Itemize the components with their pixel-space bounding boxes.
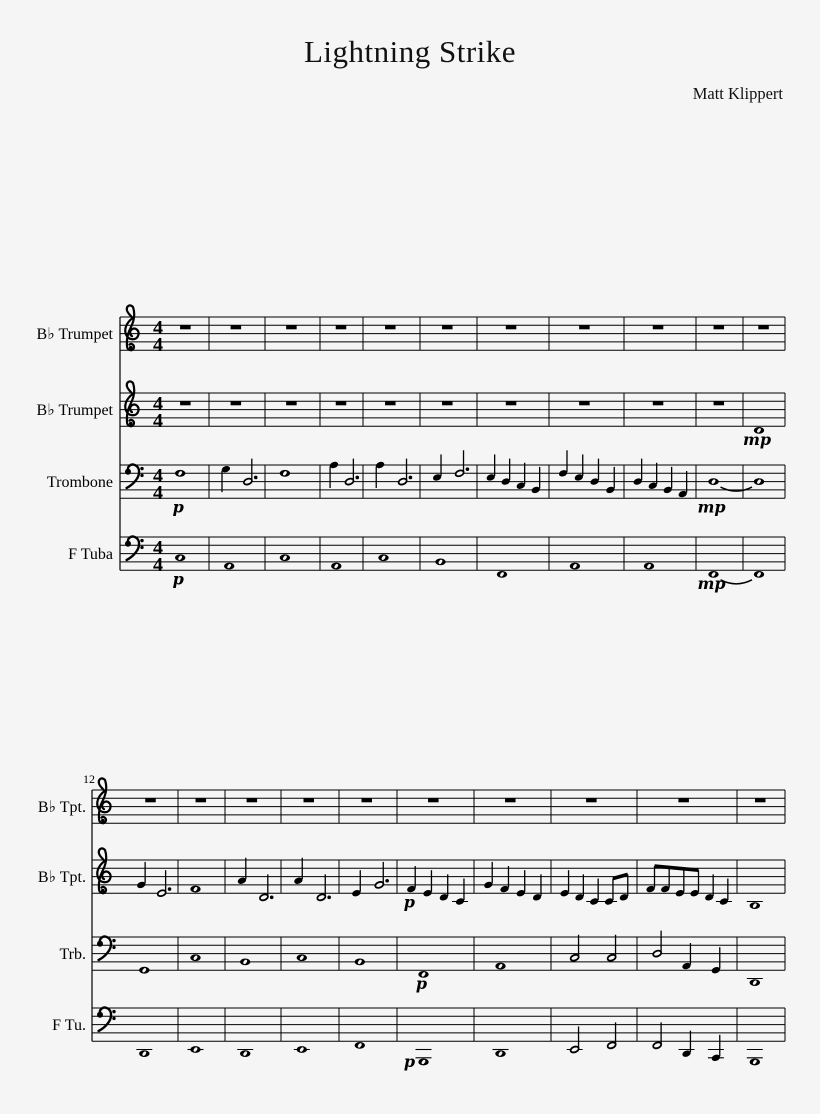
whole-rest (506, 401, 517, 405)
measure-number: 12 (83, 772, 95, 786)
instrument-label: F Tuba (68, 546, 113, 564)
composer-credit: Matt Klippert (692, 84, 783, 103)
augmentation-dot (385, 879, 389, 883)
dynamic-marking: mp (697, 497, 726, 517)
whole-rest (678, 798, 689, 802)
whole-rest (506, 325, 517, 329)
bass-clef-icon (140, 467, 143, 470)
whole-rest (336, 401, 347, 405)
bass-clef-icon (97, 1012, 103, 1018)
bass-clef-icon (125, 541, 131, 547)
time-signature: 4 (153, 465, 163, 488)
whole-rest (385, 325, 396, 329)
dynamic-marking: p (415, 973, 428, 993)
whole-rest (231, 401, 242, 405)
bass-clef-icon (125, 469, 131, 475)
whole-rest (653, 325, 664, 329)
treble-clef-icon (101, 819, 105, 823)
whole-rest (653, 401, 664, 405)
augmentation-dot (254, 476, 258, 480)
time-signature: 4 (153, 393, 163, 416)
dynamic-marking: p (403, 1051, 416, 1071)
treble-clef-icon (129, 422, 133, 426)
treble-clef-icon (97, 848, 110, 893)
instrument-label: Trombone (46, 474, 113, 492)
whole-rest (579, 325, 590, 329)
whole-rest (286, 401, 297, 405)
dynamic-marking: p (172, 497, 184, 517)
whole-rest (180, 325, 191, 329)
time-signature: 4 (153, 317, 163, 340)
instrument-label: F Tu. (52, 1017, 86, 1035)
whole-rest (385, 401, 396, 405)
instrument-label: B♭ Tpt. (37, 799, 86, 817)
treble-clef-icon (101, 889, 105, 893)
whole-rest (180, 401, 191, 405)
whole-rest (247, 798, 258, 802)
bass-clef-icon (127, 465, 139, 488)
whole-rest (442, 401, 453, 405)
whole-rest (755, 798, 766, 802)
whole-rest (714, 401, 725, 405)
instrument-label: B♭ Trumpet (36, 326, 113, 344)
bass-clef-icon (99, 1008, 111, 1031)
bass-clef-icon (112, 946, 115, 949)
whole-rest (196, 798, 207, 802)
bass-clef-icon (112, 939, 115, 942)
bass-clef-icon (140, 539, 143, 542)
treble-clef-icon (125, 305, 138, 350)
whole-rest (304, 798, 315, 802)
augmentation-dot (270, 896, 274, 900)
time-signature: 4 (153, 482, 163, 504)
beam (655, 866, 699, 870)
score-title: Lightning Strike (303, 34, 517, 69)
bass-clef-icon (140, 474, 143, 477)
tie (721, 487, 753, 491)
instrument-label: B♭ Tpt. (37, 869, 86, 887)
bass-clef-icon (112, 1010, 115, 1013)
whole-rest (145, 798, 156, 802)
augmentation-dot (355, 476, 359, 480)
bass-clef-icon (127, 537, 139, 560)
whole-rest (362, 798, 373, 802)
whole-rest (758, 325, 769, 329)
treble-clef-icon (129, 346, 133, 350)
dynamic-marking: p (403, 892, 415, 912)
beam (613, 874, 628, 878)
treble-clef-icon (125, 381, 138, 426)
bass-clef-icon (97, 941, 103, 947)
whole-rest (428, 798, 439, 802)
time-signature: 4 (153, 334, 163, 356)
bass-clef-icon (112, 1017, 115, 1020)
time-signature: 4 (153, 410, 163, 432)
instrument-label: B♭ Trumpet (36, 402, 113, 420)
whole-rest (714, 325, 725, 329)
augmentation-dot (327, 896, 331, 900)
whole-rest (579, 401, 590, 405)
bass-clef-icon (99, 937, 111, 960)
whole-rest (505, 798, 516, 802)
whole-rest (231, 325, 242, 329)
time-signature: 4 (153, 537, 163, 560)
dynamic-marking: mp (742, 429, 772, 449)
augmentation-dot (168, 887, 172, 891)
whole-rest (442, 325, 453, 329)
treble-clef-icon (97, 778, 110, 823)
dynamic-marking: p (172, 569, 184, 589)
time-signature: 4 (153, 554, 163, 576)
augmentation-dot (466, 467, 470, 471)
whole-rest (286, 325, 297, 329)
bass-clef-icon (140, 546, 143, 549)
augmentation-dot (409, 476, 413, 480)
whole-rest (586, 798, 597, 802)
dynamic-marking: mp (697, 573, 726, 593)
whole-rest (336, 325, 347, 329)
instrument-label: Trb. (59, 946, 86, 964)
